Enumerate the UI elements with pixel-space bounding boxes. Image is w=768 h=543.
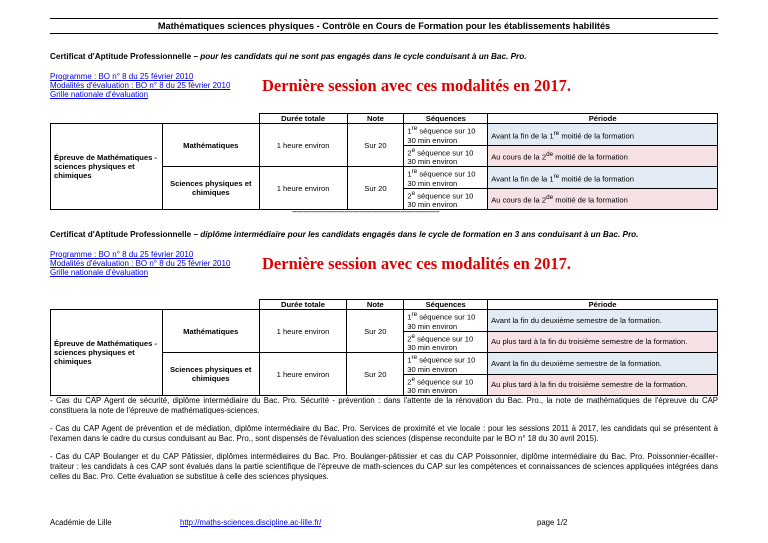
header-note: Note — [347, 114, 404, 124]
header-duration: Durée totale — [259, 300, 347, 310]
header-sequences: Séquences — [404, 300, 488, 310]
period-1: Avant la fin de la 1re moitié de la formation — [488, 167, 718, 189]
subject-sciences: Sciences physiques et chimiques — [162, 167, 259, 210]
grille-link[interactable]: Grille nationale d'évaluation — [50, 90, 149, 99]
sequence-1: 1re séquence sur 10 30 min environ — [404, 310, 488, 332]
sequence-1: 1re séquence sur 10 30 min environ — [404, 124, 488, 146]
header-duration: Durée totale — [259, 114, 347, 124]
page-title: Mathématiques sciences physiques - Contrôle en Cours de Formation pour les établissements habilités — [50, 18, 718, 34]
period-2: Au plus tard à la fin du troisième semestre de la formation. — [488, 331, 718, 353]
period-2: Au plus tard à la fin du troisième semestre de la formation. — [488, 374, 718, 396]
separator: -------------------------------------------------------------------- — [292, 207, 440, 216]
grille-link[interactable]: Grille nationale d'évaluation — [50, 268, 149, 277]
programme-link[interactable]: Programme : BO n° 8 du 25 février 2010 — [50, 72, 194, 81]
footer-academy: Académie de Lille — [50, 518, 112, 527]
duration: 1 heure environ — [259, 167, 347, 210]
sequence-2: 2e séquence sur 10 30 min environ — [404, 331, 488, 353]
header-period: Période — [488, 114, 718, 124]
sequence-1: 1re séquence sur 10 30 min environ — [404, 353, 488, 375]
sequence-2: 2e séquence sur 10 30 min environ — [404, 374, 488, 396]
note: Sur 20 — [347, 124, 404, 167]
section-2-notice: Dernière session avec ces modalités en 2017. — [262, 254, 572, 273]
period-1: Avant la fin du deuxième semestre de la formation. — [488, 310, 718, 332]
duration: 1 heure environ — [259, 353, 347, 396]
subject-maths: Mathématiques — [162, 124, 259, 167]
cert-title: Certificat d'Aptitude Professionnelle — [50, 230, 192, 239]
header-sequences: Séquences — [404, 114, 488, 124]
header-period: Période — [488, 300, 718, 310]
period-1: Avant la fin de la 1re moitié de la formation — [488, 124, 718, 146]
period-2: Au cours de la 2de moitié de la formation — [488, 188, 718, 210]
note-paragraph: - Cas du CAP Boulanger et du CAP Pâtissier, diplômes intermédiaires du Bac. Pro. Boulanger-pâtissier et cas du CAP Poissonnier, diplôme intermédiaire du Bac. Pro. Poissonnier-écailler-traiteur : les candidats à ces CAP sont évalués dans la partie scientifique de l'épreuve de math-sciences du CAP sur les compétences et connaissances de sciences appliquées intégrées dans celles du Bac. Pro. Cette évaluation se substitue à celle des sciences physiques. — [50, 452, 718, 481]
section-2-table — [50, 299, 718, 396]
row-label: Épreuve de Mathématiques - sciences physiques et chimiques — [51, 310, 163, 396]
sequence-1: 1re séquence sur 10 30 min environ — [404, 167, 488, 189]
note-paragraph: - Cas du CAP Agent de prévention et de médiation, diplôme intermédiaire du Bac. Pro. Services de proximité et vie locale : pour les sessions 2011 à 2017, les candidats qui se présentent à l'examen dans le cadre du cursus conduisant au Bac. Pro., sont dispensés de l'évaluation des sciences (dispense reconduite par le BO n° 18 du 30 avril 2015). — [50, 424, 718, 443]
footer-page-number: page 1/2 — [537, 518, 568, 527]
note: Sur 20 — [347, 310, 404, 353]
section-2-heading — [50, 230, 638, 239]
header-note: Note — [347, 300, 404, 310]
section-1-notice: Dernière session avec ces modalités en 2017. — [262, 76, 572, 95]
section-1-links — [50, 72, 230, 99]
note: Sur 20 — [347, 353, 404, 396]
subject-maths: Mathématiques — [162, 310, 259, 353]
period-2: Au cours de la 2de moitié de la formation — [488, 145, 718, 167]
sequence-2: 2e séquence sur 10 30 min environ — [404, 188, 488, 210]
row-label: Épreuve de Mathématiques - sciences physiques et chimiques — [51, 124, 163, 210]
cert-subtitle: – pour les candidats qui ne sont pas engagés dans le cycle conduisant à un Bac. Pro. — [193, 52, 527, 61]
programme-link[interactable]: Programme : BO n° 8 du 25 février 2010 — [50, 250, 194, 259]
section-1-heading — [50, 52, 527, 61]
section-1-table — [50, 113, 718, 210]
evaluation-link[interactable]: Modalités d'évaluation : BO n° 8 du 25 février 2010 — [50, 259, 231, 268]
section-2-links — [50, 250, 230, 277]
note-paragraph: - Cas du CAP Agent de sécurité, diplôme intermédiaire du Bac. Pro. Sécurité - prévention : dans l'attente de la rénovation du Bac. Pro., la note de mathématiques de l'épreuve du CAP constituera la note de l'épreuve de mathématiques-sciences. — [50, 396, 718, 415]
sequence-2: 2e séquence sur 10 30 min environ — [404, 145, 488, 167]
period-1: Avant la fin du deuxième semestre de la formation. — [488, 353, 718, 375]
duration: 1 heure environ — [259, 310, 347, 353]
duration: 1 heure environ — [259, 124, 347, 167]
note: Sur 20 — [347, 167, 404, 210]
footer-url[interactable]: http://maths-sciences.discipline.ac-lille.fr/ — [180, 518, 322, 527]
cert-subtitle: – diplôme intermédiaire pour les candidats engagés dans le cycle de formation en 3 ans conduisant à un Bac. Pro. — [193, 230, 639, 239]
evaluation-link[interactable]: Modalités d'évaluation : BO n° 8 du 25 février 2010 — [50, 81, 231, 90]
subject-sciences: Sciences physiques et chimiques — [162, 353, 259, 396]
cert-title: Certificat d'Aptitude Professionnelle — [50, 52, 192, 61]
